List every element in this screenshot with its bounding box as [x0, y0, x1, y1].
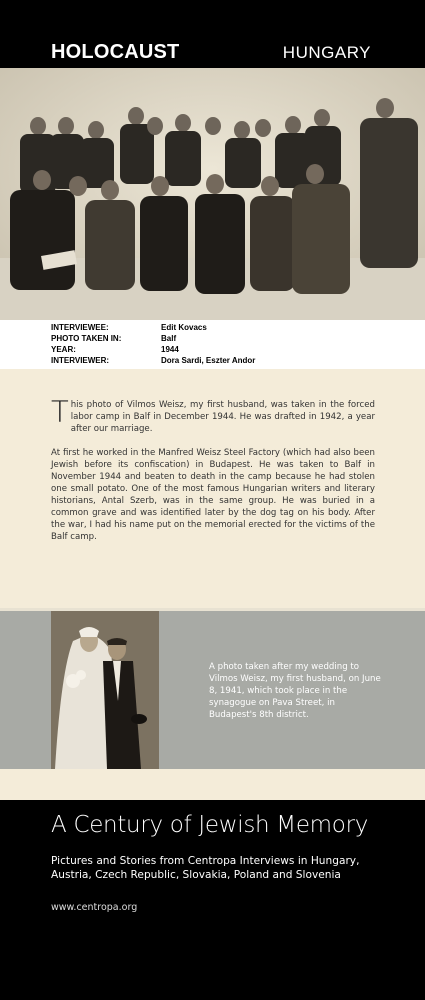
meta-value: Edit Kovacs: [161, 323, 207, 332]
drop-cap: T: [51, 395, 69, 429]
footer-title: A Century of Jewish Memory: [51, 812, 369, 838]
page-footer: [0, 800, 425, 1000]
wedding-section: [0, 611, 425, 769]
story-paragraph-1: [51, 395, 375, 435]
wedding-caption: A photo taken after my wedding to Vilmos Weisz, my first husband, on June 8, 1941, which took place in the synagogue on Pava Street, in Budapest's 8th district.: [209, 662, 381, 720]
story-section: [0, 369, 425, 608]
wedding-photo: [51, 611, 159, 769]
divider: [0, 769, 425, 800]
labor-camp-group-photo: [0, 68, 425, 320]
country-title: HUNGARY: [282, 43, 371, 62]
meta-label: INTERVIEWER:: [51, 356, 110, 365]
footer-url-link[interactable]: www.centropa.org: [51, 902, 138, 913]
meta-label: INTERVIEWEE:: [51, 323, 109, 332]
meta-value: Dora Sardi, Eszter Andor: [161, 356, 256, 365]
footer-subtitle: Pictures and Stories from Centropa Interviews in Hungary, Austria, Czech Republic, Slovakia, Poland and Slovenia: [51, 855, 360, 881]
meta-value: Balf: [161, 334, 177, 343]
story-paragraph-1-text: his photo of Vilmos Weisz, my first husband, was taken in the forced labor camp in Balf in December 1944. He was drafted in 1942, a year after our marriage.: [70, 400, 375, 434]
meta-value: 1944: [161, 345, 179, 354]
story-paragraph-2: At first he worked in the Manfred Weisz Steel Factory (which had also been Jewish before its confiscation) in Budapest. He was taken to Balf in November 1944 and beaten to death in the camp because he had stolen one small potato. One of the most famous Hungarian writers and literary historians, Antal Szerb, was in the same group. He was buried in a common grave and was identified later by the dog tag on his body. After the war, I had his name put on the memorial erected for the victims of the Balf camp.: [51, 448, 375, 542]
photo-metadata: [0, 320, 425, 369]
meta-label: PHOTO TAKEN IN:: [51, 334, 122, 343]
page-header: [0, 0, 425, 68]
meta-label: YEAR:: [51, 345, 76, 354]
section-title: HOLOCAUST: [51, 41, 180, 63]
